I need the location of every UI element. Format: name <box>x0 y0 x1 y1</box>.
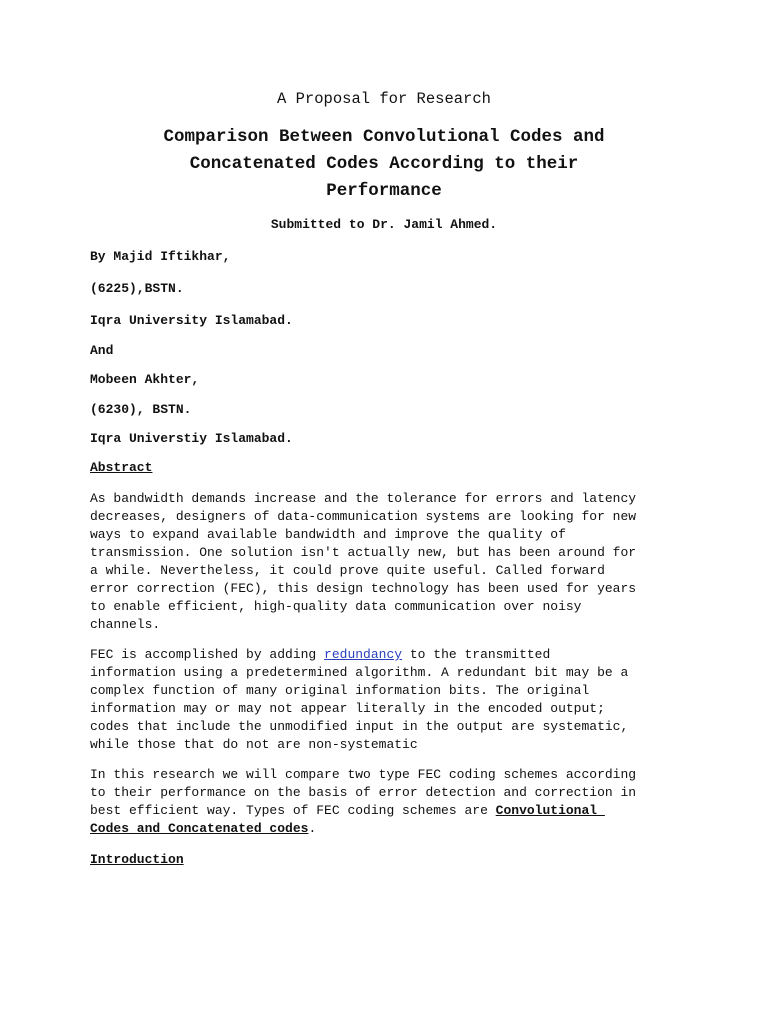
submitted-to: Submitted to Dr. Jamil Ahmed. <box>270 217 498 232</box>
text-run: to the transmitted <box>402 647 551 662</box>
fec-paragraph <box>90 646 680 754</box>
document-title <box>0 124 768 205</box>
text-run: FEC is accomplished by adding <box>90 647 325 662</box>
paragraph-line: while those that do not are non-systematic <box>90 737 418 752</box>
paragraph-line: a while. Nevertheless, it could prove quite useful. Called forward <box>90 563 605 578</box>
paragraph-line <box>90 820 680 838</box>
author-university: Iqra Universtiy Islamabad. <box>90 431 293 446</box>
paragraph-line: error correction (FEC), this design technology has been used for years <box>90 581 637 596</box>
paragraph-line: complex function of many original information bits. The original <box>90 683 590 698</box>
paragraph-line <box>90 646 680 664</box>
text-run: . <box>308 821 317 836</box>
research-paragraph <box>90 766 680 838</box>
paragraph-line: information may or may not appear literally in the encoded output; <box>90 701 605 716</box>
text-run: best efficient way. Types of FEC coding schemes are <box>90 803 496 818</box>
title-line: Performance <box>326 181 442 201</box>
introduction-heading: Introduction <box>90 852 184 867</box>
author-line: By Majid Iftikhar, <box>90 249 231 264</box>
paragraph-line: information using a predetermined algorithm. A redundant bit may be a <box>90 665 629 680</box>
author-university: Iqra University Islamabad. <box>90 313 293 328</box>
paragraph-line: decreases, designers of data-communication systems are looking for new <box>90 509 637 524</box>
abstract-heading: Abstract <box>90 460 153 475</box>
author-id: (6230), BSTN. <box>90 402 192 417</box>
abstract-paragraph <box>90 490 680 634</box>
redundancy-link[interactable]: redundancy <box>324 647 403 662</box>
paragraph-line: As bandwidth demands increase and the tolerance for errors and latency <box>90 491 637 506</box>
document-kicker: A Proposal for Research <box>277 90 491 108</box>
coding-schemes-emphasis: Convolutional <box>495 803 605 818</box>
paragraph-line: ways to expand available bandwidth and improve the quality of <box>90 527 566 542</box>
title-line: Comparison Between Convolutional Codes and <box>163 127 605 147</box>
author-and: And <box>90 343 114 358</box>
author-line: Mobeen Akhter, <box>90 372 200 387</box>
paragraph-line: to their performance on the basis of error detection and correction in <box>90 785 637 800</box>
paragraph-line: to enable efficient, high-quality data communication over noisy <box>90 599 582 614</box>
paragraph-line: codes that include the unmodified input in the output are systematic, <box>90 719 629 734</box>
paragraph-line: channels. <box>90 617 161 632</box>
coding-schemes-emphasis: Codes and Concatenated codes <box>90 821 309 836</box>
paragraph-line <box>90 802 680 820</box>
title-line: Concatenated Codes According to their <box>189 154 579 174</box>
paragraph-line: In this research we will compare two type FEC coding schemes according <box>90 767 637 782</box>
paragraph-line: transmission. One solution isn't actually new, but has been around for <box>90 545 637 560</box>
author-id: (6225),BSTN. <box>90 281 184 296</box>
